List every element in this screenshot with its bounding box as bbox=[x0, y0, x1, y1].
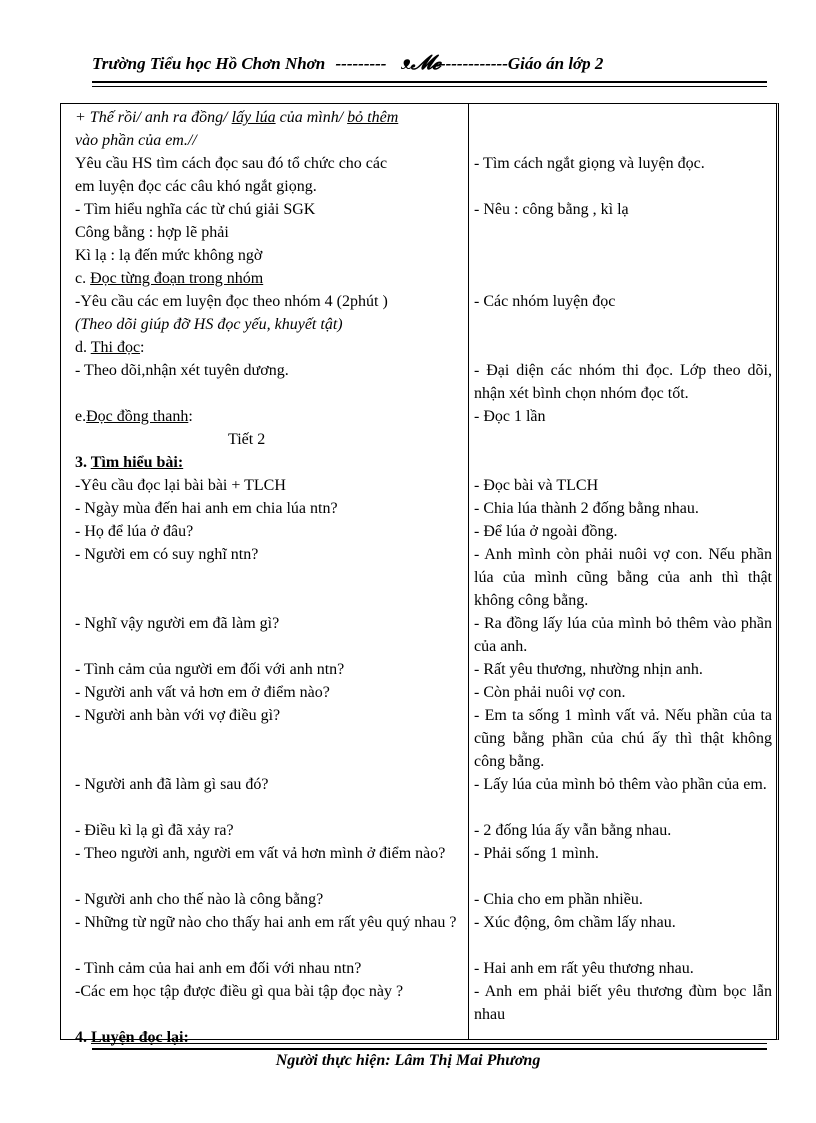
answer: - Lấy lúa của mình bỏ thêm vào phần của em. bbox=[474, 776, 767, 793]
school-name: Trường Tiểu học Hồ Chơn Nhơn bbox=[92, 54, 326, 73]
question: - Ngày mùa đến hai anh em chia lúa ntn? bbox=[75, 500, 338, 517]
period-title: Tiết 2 bbox=[228, 431, 266, 448]
answer: - Em ta sống 1 mình vất vả. Nếu phần của ta cũng bằng phần của chú ấy thì thật không công bằng. bbox=[474, 707, 772, 770]
teacher-column bbox=[75, 106, 463, 1049]
section-heading: 3. Tìm hiểu bài: bbox=[75, 454, 184, 471]
answer: - Tìm cách ngắt giọng và luyện đọc. bbox=[474, 155, 705, 172]
question: - Người anh bàn với vợ điều gì? bbox=[75, 707, 281, 724]
answer: - Anh em phải biết yêu thương đùm bọc lẫn nhau bbox=[474, 983, 772, 1023]
section-heading: c. Đọc từng đoạn trong nhóm bbox=[75, 270, 264, 287]
footer-rule-thin bbox=[92, 1043, 767, 1044]
section-heading: d. Thi đọc: bbox=[75, 339, 145, 356]
answer: - Chia cho em phần nhiều. bbox=[474, 891, 643, 908]
header-dashes-left: --------- bbox=[335, 54, 387, 73]
glossary-task: - Tìm hiểu nghĩa các từ chú giải SGK bbox=[75, 201, 316, 218]
answer: - Anh mình còn phải nuôi vợ con. Nếu phần lúa của mình cũng bằng của anh thì thật không công bằng. bbox=[474, 546, 772, 609]
grade-label: Giáo án lớp 2 bbox=[507, 54, 604, 73]
header-dashes-right: ------------ bbox=[439, 54, 508, 73]
section-heading: 4. Luyện đọc lại: bbox=[75, 1029, 189, 1046]
reading-line-cont: vào phần của em.// bbox=[75, 132, 197, 149]
answer: - Rất yêu thương, nhường nhịn anh. bbox=[474, 661, 703, 678]
question: -Yêu cầu đọc lại bài bài + TLCH bbox=[75, 477, 286, 494]
question: - Những từ ngữ nào cho thấy hai anh em rất yêu quý nhau ? bbox=[75, 914, 457, 931]
question: - Điều kì lạ gì đã xảy ra? bbox=[75, 822, 234, 839]
instruction-cont: em luyện đọc các câu khó ngắt giọng. bbox=[75, 178, 317, 195]
answer: - Phải sống 1 mình. bbox=[474, 845, 599, 862]
answer: - Đọc bài và TLCH bbox=[474, 477, 599, 494]
answer: - Để lúa ở ngoài đồng. bbox=[474, 523, 618, 540]
answer: - 2 đống lúa ấy vẫn bằng nhau. bbox=[474, 822, 672, 839]
question: - Theo người anh, người em vất vả hơn mình ở điểm nào? bbox=[75, 845, 446, 862]
answer: - Đại diện các nhóm thi đọc. Lớp theo dõi, nhận xét bình chọn nhóm đọc tốt. bbox=[474, 362, 772, 402]
instruction: -Yêu cầu các em luyện đọc theo nhóm 4 (2phút ) bbox=[75, 293, 388, 310]
question: -Các em học tập được điều gì qua bài tập đọc này ? bbox=[75, 983, 404, 1000]
page-header bbox=[92, 52, 692, 76]
question: - Người anh cho thế nào là công bằng? bbox=[75, 891, 324, 908]
question: - Tình cảm của hai anh em đối với nhau ntn? bbox=[75, 960, 362, 977]
answer: - Còn phải nuôi vợ con. bbox=[474, 684, 626, 701]
student-column bbox=[474, 106, 772, 1026]
question: - Tình cảm của người em đối với anh ntn? bbox=[75, 661, 345, 678]
question: - Họ để lúa ở đâu? bbox=[75, 523, 194, 540]
instruction: - Theo dõi,nhận xét tuyên dương. bbox=[75, 362, 289, 379]
answer: - Các nhóm luyện đọc bbox=[474, 293, 616, 310]
column-divider bbox=[468, 103, 469, 1040]
header-rule-thin bbox=[92, 86, 767, 87]
glossary-item: Công bằng : hợp lẽ phải bbox=[75, 224, 229, 241]
answer: - Đọc 1 lần bbox=[474, 408, 546, 425]
answer: - Hai anh em rất yêu thương nhau. bbox=[474, 960, 694, 977]
instruction: Yêu cầu HS tìm cách đọc sau đó tổ chức cho các bbox=[75, 155, 388, 172]
footer-rule-thick bbox=[92, 1048, 767, 1050]
header-rule-thick bbox=[92, 81, 767, 83]
answer: - Nêu : công bằng , kì lạ bbox=[474, 201, 629, 218]
question: - Người em có suy nghĩ ntn? bbox=[75, 546, 259, 563]
answer: - Ra đồng lấy lúa của mình bỏ thêm vào phần của anh. bbox=[474, 615, 772, 655]
author-footer: Người thực hiện: Lâm Thị Mai Phương bbox=[275, 1052, 541, 1069]
section-heading: e.Đọc đồng thanh: bbox=[75, 408, 193, 425]
note: (Theo dõi giúp đỡ HS đọc yếu, khuyết tật) bbox=[75, 316, 343, 333]
question: - Người anh đã làm gì sau đó? bbox=[75, 776, 269, 793]
reading-line: + Thế rồi/ anh ra đồng/ lấy lúa của mình/ bỏ thêm bbox=[75, 109, 399, 126]
answer: - Chia lúa thành 2 đống bằng nhau. bbox=[474, 500, 699, 517]
question: - Người anh vất vả hơn em ở điểm nào? bbox=[75, 684, 330, 701]
glossary-item: Kì lạ : lạ đến mức không ngờ bbox=[75, 247, 263, 264]
question: - Nghĩ vậy người em đã làm gì? bbox=[75, 615, 280, 632]
answer: - Xúc động, ôm chầm lấy nhau. bbox=[474, 914, 676, 931]
header-logo: ᴥ𝓜𝓮 bbox=[400, 52, 440, 74]
